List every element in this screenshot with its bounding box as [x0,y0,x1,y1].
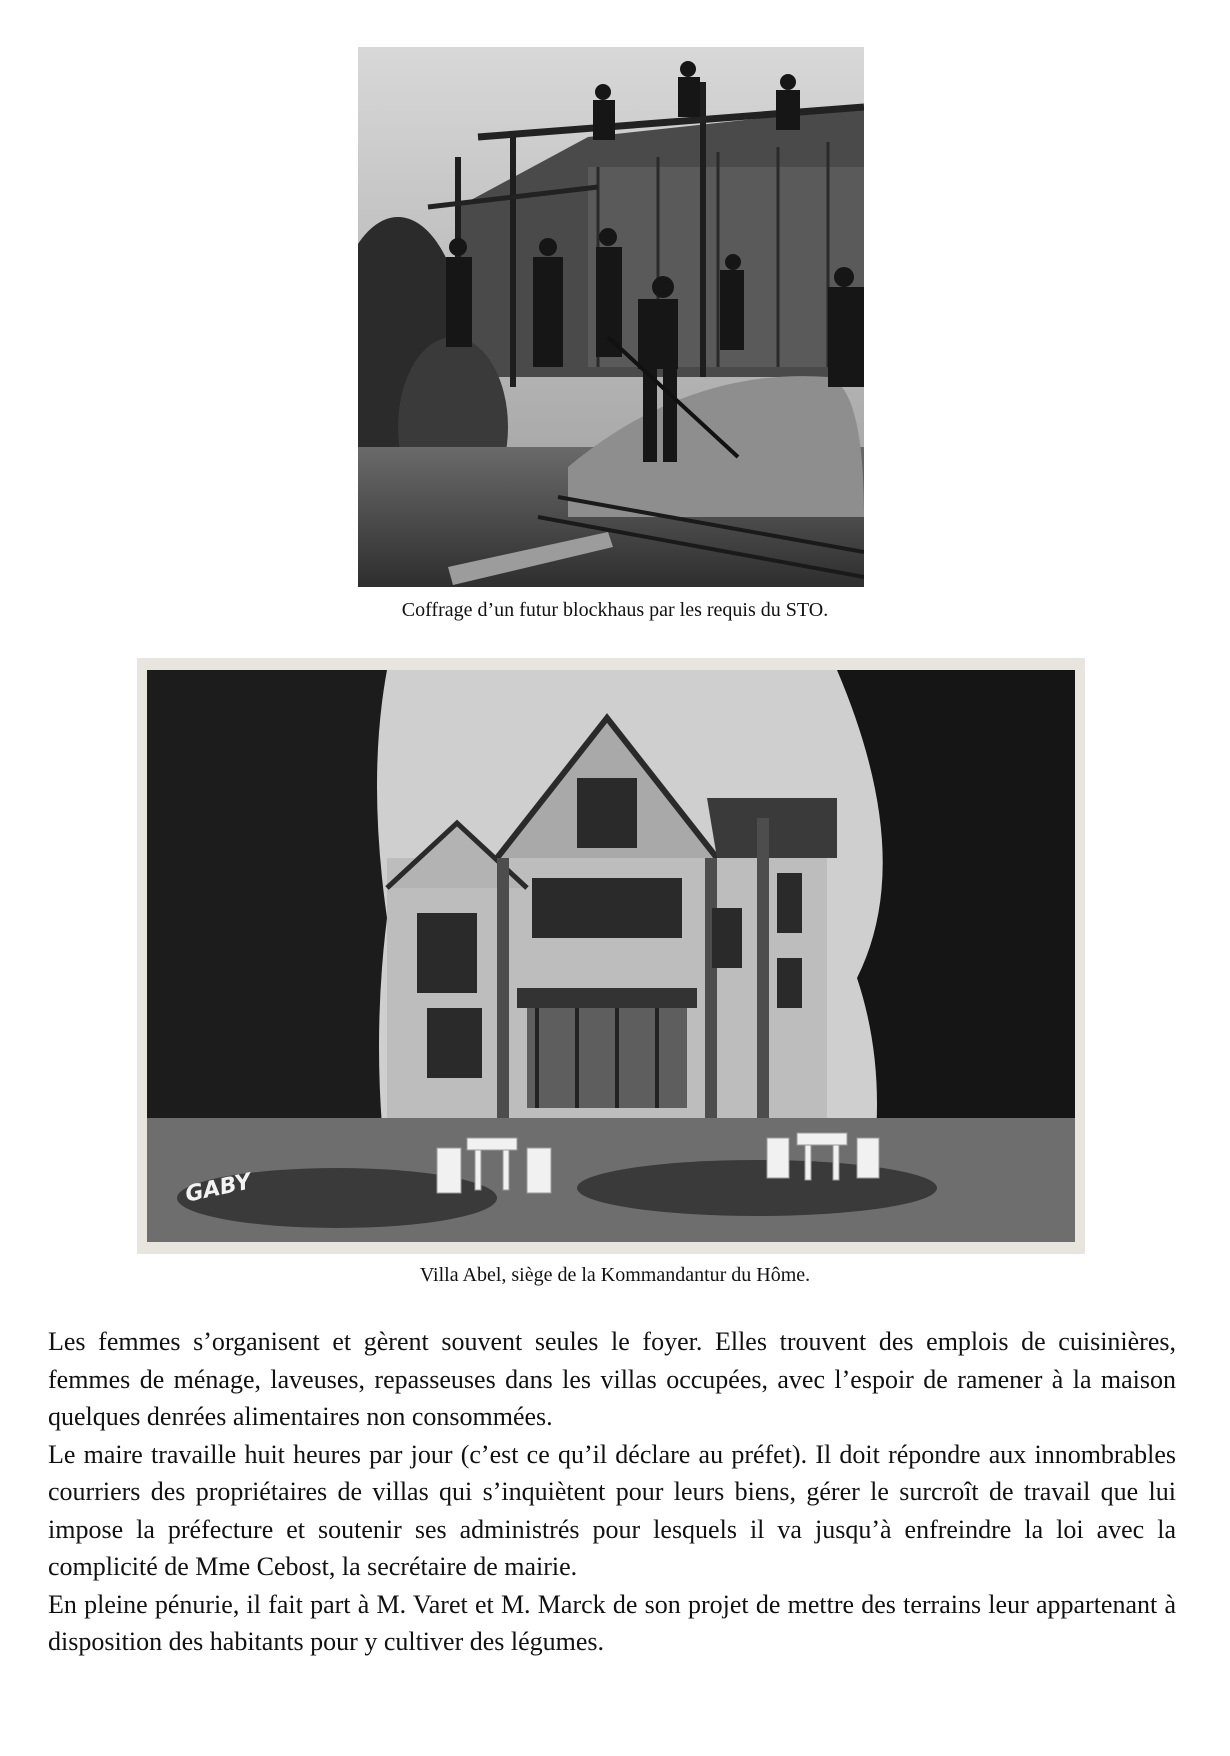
body-text [48,1323,1176,1661]
photo-caption-villa: Villa Abel, siège de la Kommandantur du Hôme. [419,1264,811,1286]
photo-blockhouse-construction [358,47,864,587]
photo-villa-abel [137,658,1085,1254]
photo-signature: GABY [183,1169,254,1208]
paragraph: Les femmes s’organisent et gèrent souvent seules le foyer. Elles trouvent des emplois de cuisinières, femmes de ménage, laveuses, repasseuses dans les villas occupées, avec l’espoir de ramener à la maison quelques denrées alimentaires non consommées. [48,1327,1176,1431]
paragraph: Le maire travaille huit heures par jour (c’est ce qu’il déclare au préfet). Il doit répondre aux innombrables courriers des propriétaires de villas qui s’inquiètent pour leurs biens, gérer le surcroît de travail que lui impose la préfecture et soutenir ses administrés pour lesquels il va jusqu’à enfreindre la loi avec la complicité de Mme Cebost, la secrétaire de mairie. [48,1439,1176,1581]
paragraph: En pleine pénurie, il fait part à M. Varet et M. Marck de son projet de mettre des terrains leur appartenant à disposition des habitants pour y cultiver des légumes. [48,1589,1176,1656]
photo-caption-blockhouse: Coffrage d’un futur blockhaus par les requis du STO. [401,599,829,621]
